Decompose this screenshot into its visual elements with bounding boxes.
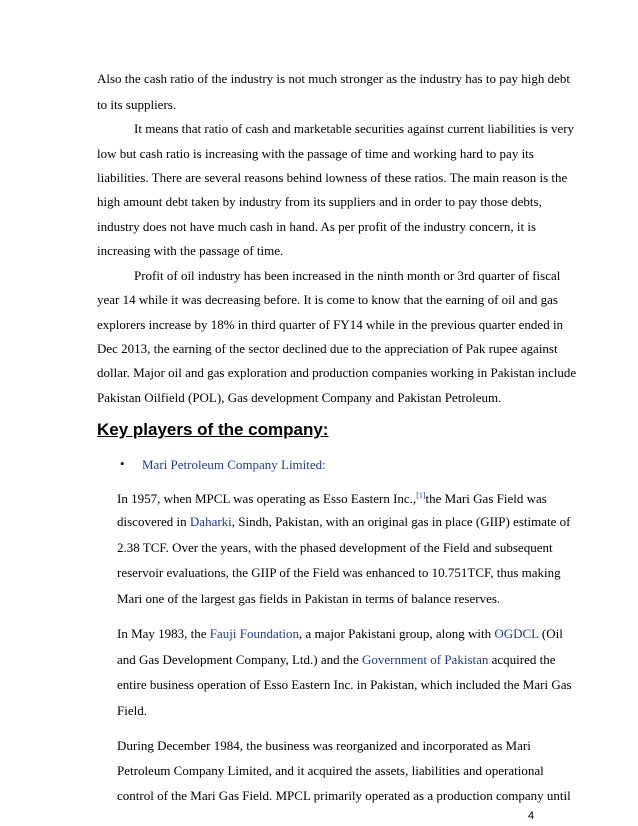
text-span: In 1957, when MPCL was operating as Esso Eastern Inc., (117, 491, 417, 506)
link-daharki[interactable]: Daharki (189, 514, 232, 529)
text-line: Profit of oil industry has been increased in the ninth month or 3rd quarter of fiscal (134, 268, 561, 283)
text-line: Dec 2013, the earning of the sector declined due to the appreciation of Pak rupee against (97, 341, 558, 356)
text-span: In May 1983, the (117, 626, 210, 641)
text-line: During December 1984, the business was reorganized and incorporated as Mari (117, 738, 531, 753)
text-span: , Sindh, Pakistan, with an original gas in place (GIIP) estimate of (231, 514, 571, 529)
text-line: reservoir evaluations, the GIIP of the Field was enhanced to 10.751TCF, thus making (117, 565, 561, 580)
text-span: and Gas Development Company, Ltd.) and the (117, 652, 363, 667)
text-line: entire business operation of Esso Eastern Inc. in Pakistan, which included the Mari Gas (117, 677, 572, 692)
text-span: , a major Pakistani group, along with (299, 626, 495, 641)
section-heading: Key players of the company: (97, 420, 329, 439)
text-line: It means that ratio of cash and marketable securities against current liabilities is very (134, 121, 575, 136)
text-line: explorers increase by 18% in third quarter of FY14 while in the previous quarter ended in (97, 317, 564, 332)
link-ogdcl[interactable]: OGDCL (494, 626, 539, 641)
citation-link[interactable]: [1] (416, 491, 426, 500)
link-government-of-pakistan[interactable]: Government of Pakistan (362, 652, 489, 667)
text-line (117, 488, 547, 507)
text-line (117, 514, 570, 530)
text-line: industry does not have much cash in hand. As per profit of the industry concern, it is (97, 219, 537, 234)
text-line: low but cash ratio is increasing with the passage of time and working hard to pay its (97, 146, 534, 161)
text-span: (Oil (538, 626, 563, 641)
text-span: acquired the (488, 652, 556, 667)
text-line: dollar. Major oil and gas exploration and production companies working in Pakistan include (97, 365, 577, 380)
text-line (117, 652, 556, 668)
text-line: Also the cash ratio of the industry is not much stronger as the industry has to pay high debt (97, 71, 570, 86)
text-line: 2.38 TCF. Over the years, with the phased development of the Field and subsequent (117, 540, 553, 555)
text-line: increasing with the passage of time. (97, 243, 284, 258)
bullet-label-mari[interactable]: Mari Petroleum Company Limited: (142, 457, 326, 472)
text-line: liabilities. There are several reasons behind lowness of these ratios. The main reason is the (97, 170, 568, 185)
text-line: high amount debt taken by industry from its suppliers and in order to pay those debts, (97, 194, 542, 209)
text-span: the Mari Gas Field was (425, 491, 547, 506)
text-line: year 14 while it was decreasing before. It is come to know that the earning of oil and gas (97, 292, 558, 307)
link-fauji-foundation[interactable]: Fauji Foundation (209, 626, 299, 641)
text-line (117, 626, 563, 642)
text-line: Field. (117, 703, 147, 718)
page-number: 4 (528, 810, 535, 822)
text-line: to its suppliers. (97, 97, 177, 112)
text-span: discovered in (117, 514, 190, 529)
text-line: Pakistan Oilfield (POL), Gas development Company and Pakistan Petroleum. (97, 390, 502, 405)
text-line: Mari one of the largest gas fields in Pakistan in terms of balance reserves. (117, 591, 501, 606)
text-line: control of the Mari Gas Field. MPCL primarily operated as a production company until (117, 788, 571, 803)
bullet-icon: • (120, 456, 125, 471)
text-line: Petroleum Company Limited, and it acquired the assets, liabilities and operational (117, 763, 544, 778)
